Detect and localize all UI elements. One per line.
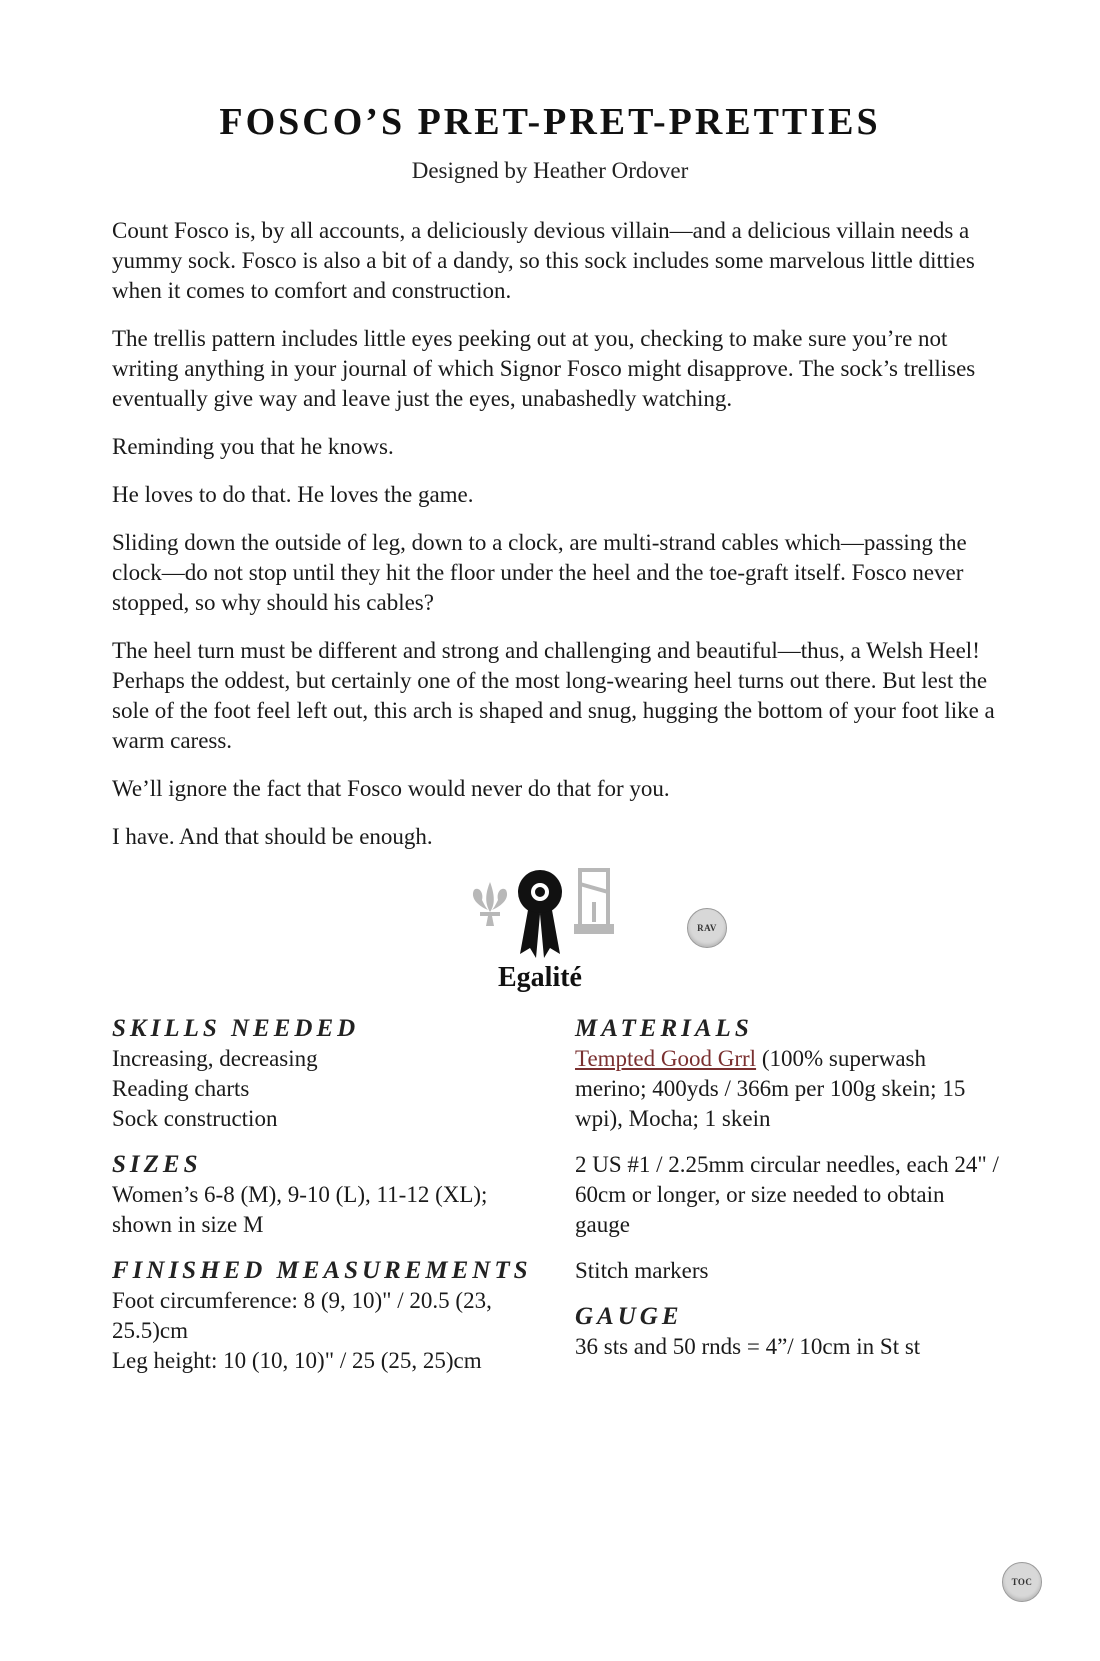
skill-item: Increasing, decreasing	[112, 1046, 318, 1071]
egalite-emblem	[468, 862, 648, 992]
gauge-heading: GAUGE	[575, 1303, 683, 1330]
gauge-text: 36 sts and 50 rnds = 4”/ 10cm in St st	[575, 1334, 921, 1359]
yarn-description	[575, 1044, 1000, 1134]
intro-paragraph-3: Reminding you that he knows.	[112, 434, 394, 459]
intro-paragraph-5: Sliding down the outside of leg, down to a clock, are multi-strand cables which—passing the clock—do not stop until they hit the floor under the heel and the toe-graft itself. Fosco never stopped, so why should his cables?	[112, 530, 967, 615]
intro-paragraph-1: Count Fosco is, by all accounts, a deliciously devious villain—and a delicious villain needs a yummy sock. Fosco is also a bit of a dandy, so this sock includes some marvelous little ditties when it comes to comfort and construction.	[112, 218, 975, 303]
intro-text	[112, 216, 1012, 870]
emblem-label: Egalité	[498, 962, 582, 992]
finished-measurements-heading: FINISHED MEASUREMENTS	[112, 1257, 532, 1284]
fleur-de-lis-icon	[473, 882, 507, 926]
skill-item: Reading charts	[112, 1076, 250, 1101]
notions-text: Stitch markers	[575, 1258, 709, 1283]
ribbon-rosette-icon	[518, 870, 562, 958]
notions-section	[575, 1256, 1000, 1286]
skills-heading: SKILLS NEEDED	[112, 1015, 360, 1042]
yarn-link[interactable]: Tempted Good Grrl	[575, 1046, 757, 1071]
intro-paragraph-2: The trellis pattern includes little eyes peeking out at you, checking to make sure you’re not writing anything in your journal of which Signor Fosco might disapprove. The sock’s trellises eventually give way and leave just the eyes, unabashedly watching.	[112, 326, 976, 411]
page-title: FOSCO’S PRET-PRET-PRETTIES	[219, 101, 881, 143]
intro-paragraph-7: We’ll ignore the fact that Fosco would never do that for you.	[112, 776, 670, 801]
intro-paragraph-6: The heel turn must be different and strong and challenging and beautiful—thus, a Welsh Heel! Perhaps the oddest, but certainly one of the most long-wearing heel turns out there. But lest the sole of the foot feel left out, this arch is shaped and snug, hugging the bottom of your foot like a warm caress.	[112, 638, 995, 753]
foot-circumference: Foot circumference: 8 (9, 10)" / 20.5 (23, 25.5)cm	[112, 1288, 492, 1343]
right-column	[575, 1014, 1000, 1378]
left-column	[112, 1014, 532, 1392]
sizes-section	[112, 1150, 532, 1240]
skills-section	[112, 1014, 532, 1134]
materials-section	[575, 1014, 1000, 1134]
leg-height: Leg height: 10 (10, 10)" / 25 (25, 25)cm	[112, 1348, 482, 1373]
guillotine-icon	[576, 870, 612, 932]
needles-section	[575, 1150, 1000, 1240]
table-of-contents-button[interactable]: TOC	[1002, 1562, 1042, 1602]
needles-text: 2 US #1 / 2.25mm circular needles, each 24" / 60cm or longer, or size needed to obtain gauge	[575, 1152, 999, 1237]
skill-item: Sock construction	[112, 1106, 278, 1131]
intro-paragraph-4: He loves to do that. He loves the game.	[112, 482, 474, 507]
ravelry-button[interactable]: RAV	[687, 908, 727, 948]
finished-measurements-section	[112, 1256, 532, 1376]
intro-paragraph-8: I have. And that should be enough.	[112, 824, 433, 849]
sizes-heading: SIZES	[112, 1151, 202, 1178]
sizes-text: Women’s 6-8 (M), 9-10 (L), 11-12 (XL); shown in size M	[112, 1182, 488, 1237]
designer-byline: Designed by Heather Ordover	[411, 158, 689, 183]
gauge-section	[575, 1302, 1000, 1362]
yarn-details: (100% superwash merino; 400yds / 366m per 100g skein; 15 wpi), Mocha; 1 skein	[575, 1046, 966, 1131]
materials-heading: MATERIALS	[575, 1015, 753, 1042]
